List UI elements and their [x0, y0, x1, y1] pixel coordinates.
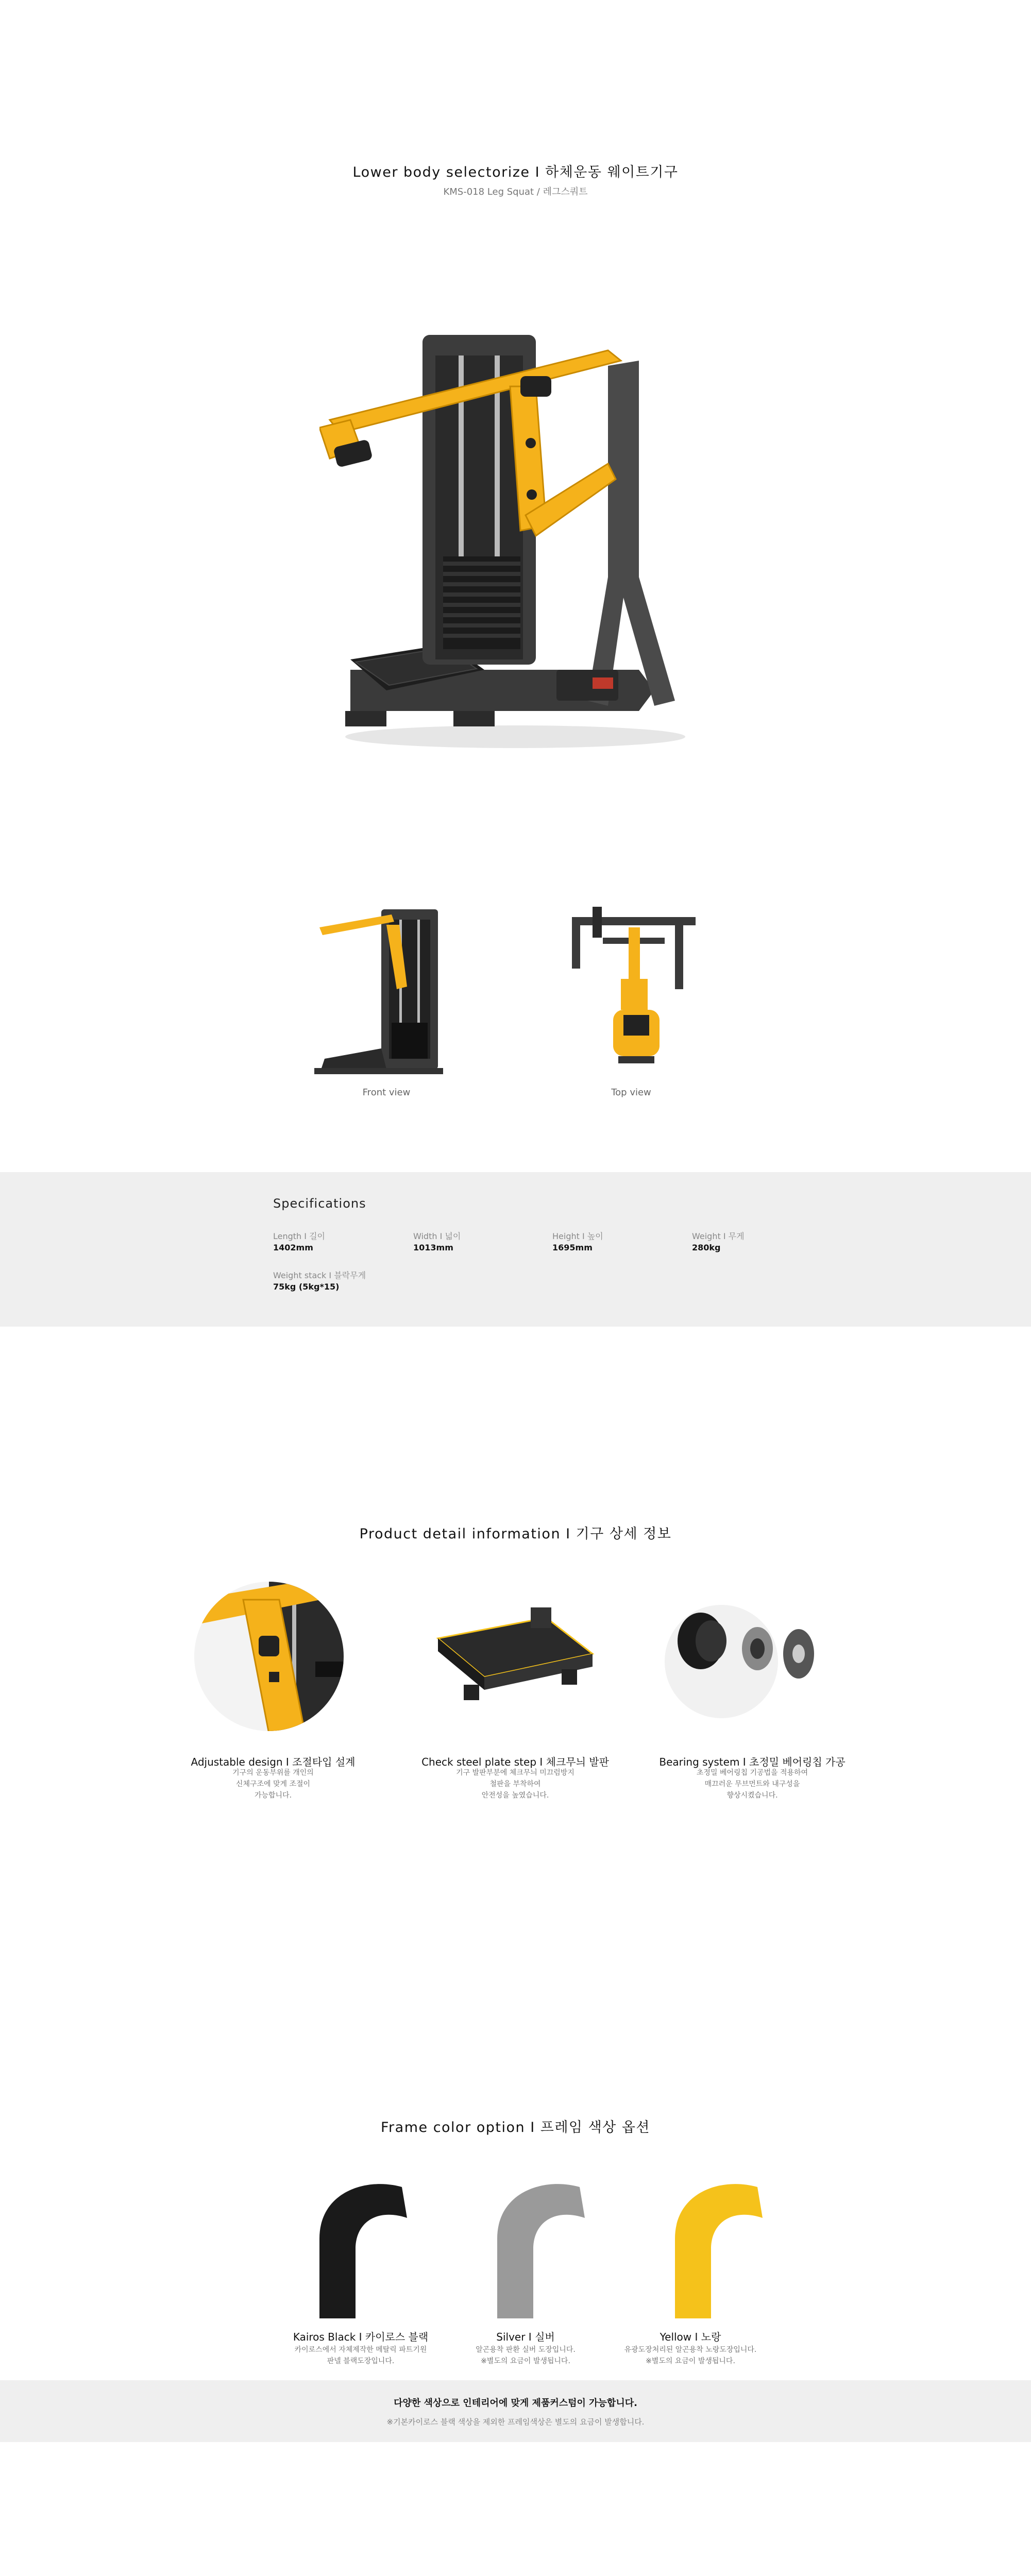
top-view-image — [572, 907, 696, 1072]
detail-desc-1: 기구의 운동부위를 개인의 신체구조에 맞게 조절이 가능합니다. — [232, 1769, 314, 1800]
detail-caption-1: Adjustable design I 조절타입 설계 — [191, 1756, 356, 1768]
color-caption-yellow: Yellow I 노랑 — [660, 2331, 721, 2343]
bearing-system-image — [665, 1584, 830, 1739]
notice-sub-text: ※기본카이로스 블랙 색상을 제외한 프레임색상은 별도의 요금이 발생합니다. — [386, 2417, 645, 2427]
specifications-title: Specifications — [273, 1196, 366, 1211]
detail-section-title: Product detail information I 기구 상세 정보 — [359, 1526, 672, 1542]
front-view-image — [314, 904, 459, 1079]
custom-color-notice — [0, 2380, 1031, 2442]
color-caption-silver: Silver I 실버 — [496, 2331, 555, 2343]
model-subtitle: KMS-018 Leg Squat / 레그스쿼트 — [443, 187, 588, 197]
spec-length-label: Length I 길이 — [273, 1231, 325, 1241]
specifications-section — [0, 1172, 1031, 1327]
spec-height-label: Height I 높이 — [552, 1231, 603, 1241]
detail-desc-3: 초정밀 베어링칩 기공법을 적용하여 매끄러운 무브먼트와 내구성을 향상시켰습니다. — [696, 1769, 808, 1800]
spec-length-value: 1402mm — [273, 1243, 313, 1252]
color-swatch-silver — [487, 2172, 590, 2321]
detail-desc-2: 기구 발판부분에 체크무늬 미끄럼방지 철판을 부착하여 안전성을 높였습니다. — [456, 1769, 574, 1800]
spec-weight-label: Weight I 무게 — [692, 1231, 745, 1241]
spec-width-value: 1013mm — [413, 1243, 453, 1252]
detail-caption-2: Check steel plate step I 체크무늬 발판 — [421, 1756, 609, 1768]
spec-height-value: 1695mm — [552, 1243, 593, 1252]
color-swatch-black — [309, 2172, 412, 2321]
detail-caption-3: Bearing system I 초정밀 베어링칩 가공 — [659, 1756, 846, 1768]
notice-main-text: 다양한 색상으로 인테리어에 맞게 제품커스텀이 가능합니다. — [394, 2398, 637, 2409]
color-swatch-yellow — [665, 2172, 768, 2321]
color-desc-black: 카이로스에서 자체제작한 메탈릭 파트기원 판넬 블랙도장입니다. — [294, 2346, 427, 2365]
steel-plate-step-image — [428, 1607, 603, 1710]
spec-weight-value: 280kg — [692, 1243, 721, 1252]
color-desc-silver: 알곤용착 판환 실버 도장입니다. ※별도의 요금이 발생됩니다. — [476, 2346, 576, 2365]
adjustable-design-image — [192, 1579, 346, 1734]
spec-stack-label: Weight stack I 블락무게 — [273, 1270, 366, 1280]
color-desc-yellow: 유광도장처리된 알곤용착 노랑도장입니다. ※별도의 요금이 발생됩니다. — [624, 2346, 757, 2365]
spec-width-label: Width I 넓이 — [413, 1231, 461, 1241]
front-view-label: Front view — [362, 1087, 411, 1098]
top-view-label: Top view — [611, 1087, 651, 1098]
color-caption-black: Kairos Black I 카이로스 블랙 — [293, 2331, 429, 2343]
page-title: Lower body selectorize I 하체운동 웨이트기구 — [352, 164, 679, 180]
color-section-title: Frame color option I 프레임 색상 옵션 — [380, 2120, 651, 2136]
spec-stack-value: 75kg (5kg*15) — [273, 1282, 340, 1292]
leg-squat-machine-image — [319, 309, 711, 762]
